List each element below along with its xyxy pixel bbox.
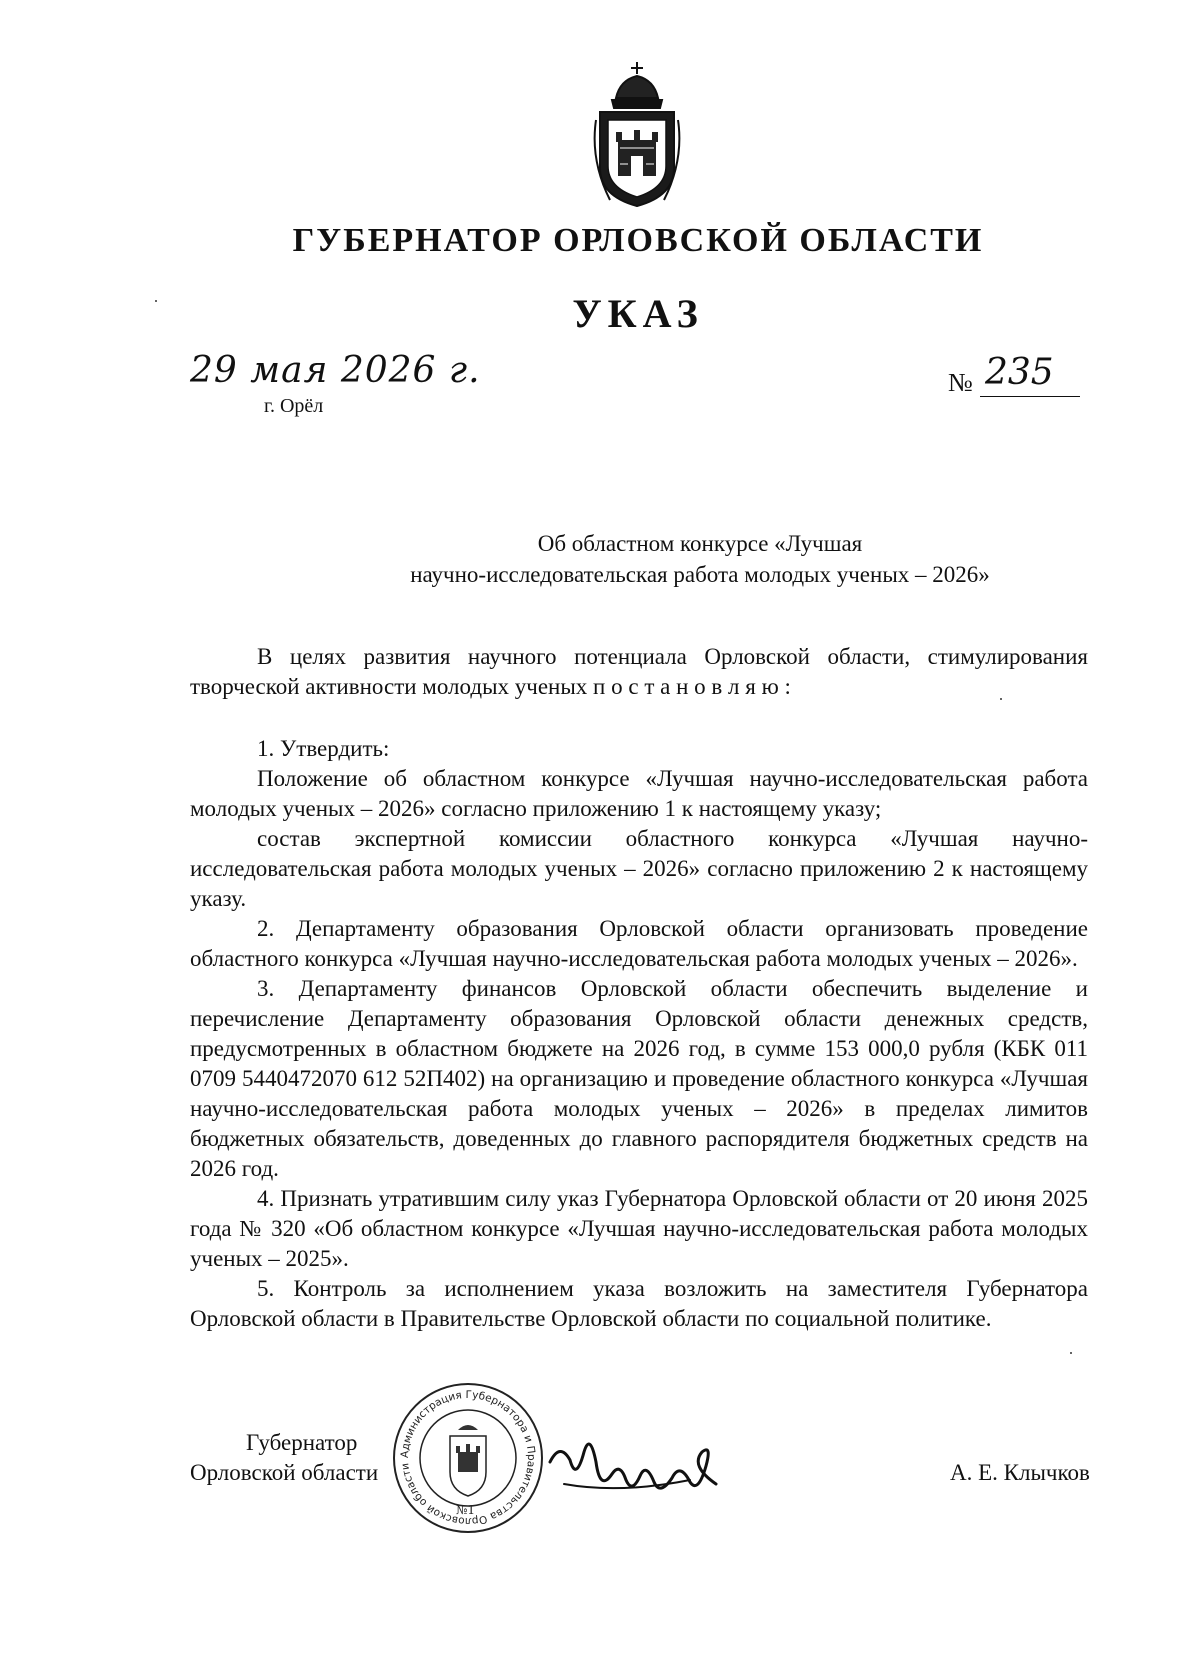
paragraph-1: 1. Утвердить: [257,736,390,761]
document-type-heading: УКАЗ [572,291,704,336]
seal-ring-text: Администрация Губернатора и Правительства Орловской области [398,1388,538,1528]
seal-number: №1 [456,1503,475,1517]
signatory-title [190,1428,378,1488]
paragraph-5: 5. Контроль за исполнением указа возложить на заместителя Губернатора Орловской области в Правительстве Орловской области по социальной политике. [190,1276,1088,1331]
document-body [190,642,1088,1334]
document-number-label: № [948,368,973,397]
signatory-title-line-1: Губернатор [246,1430,358,1455]
paragraph-1a: Положение об областном конкурсе «Лучшая научно-исследовательская работа молодых ученых – 2026» согласно приложению 1 к настоящему указу; [190,766,1088,821]
scan-speck [155,300,157,302]
paragraph-3: 3. Департаменту финансов Орловской области обеспечить выделение и перечисление Департаменту образования Орловской области денежных средств, предусмотренных в областном бюджете на 2026 год, в сумме 153 000,0 рубля (КБК 011 0709 5440472070 612 52П402) на организацию и проведение областного конкурса «Лучшая научно-исследовательская работа молодых ученых – 2026» в пределах лимитов бюджетных обязательств, доведенных до главного распорядителя бюджетных средств на 2026 год. [190,976,1088,1181]
handwritten-signature [540,1422,730,1522]
scan-speck [1070,1352,1072,1354]
signatory-name: А. Е. Клычков [950,1460,1090,1485]
handwritten-document-number: 235 [985,352,1054,393]
subject-line-1: Об областном конкурсе «Лучшая [537,531,863,556]
subject-line-2: научно-исследовательская работа молодых ученых – 2026» [410,562,990,587]
paragraph-2: 2. Департаменту образования Орловской области организовать проведение областного конкурса «Лучшая научно-исследовательская работа молодых ученых – 2026». [190,916,1088,971]
scan-speck [1000,698,1002,700]
issue-city: г. Орёл [264,395,324,417]
number-underline [980,396,1080,397]
signatory-title-line-2: Орловской области [190,1460,379,1485]
oryol-oblast-coat-of-arms-icon [590,60,684,210]
paragraph-4: 4. Признать утратившим силу указ Губернатора Орловской области от 20 июня 2025 года № 320 «Об областном конкурсе «Лучшая научно-исследовательская работа молодых ученых – 2025». [190,1186,1088,1271]
issuing-authority-title: ГУБЕРНАТОР ОРЛОВСКОЙ ОБЛАСТИ [292,222,984,259]
official-seal-stamp [390,1380,546,1536]
handwritten-date: 29 мая 2026 г. [190,350,481,391]
document-subject [0,528,1200,590]
intro-paragraph: В целях развития научного потенциала Орловской области, стимулирования творческой активности молодых ученых п о с т а н о в л я ю : [190,644,1088,699]
paragraph-1b: состав экспертной комиссии областного конкурса «Лучшая научно-исследовательская работа молодых ученых – 2026» согласно приложению 2 к настоящему указу. [190,826,1088,911]
